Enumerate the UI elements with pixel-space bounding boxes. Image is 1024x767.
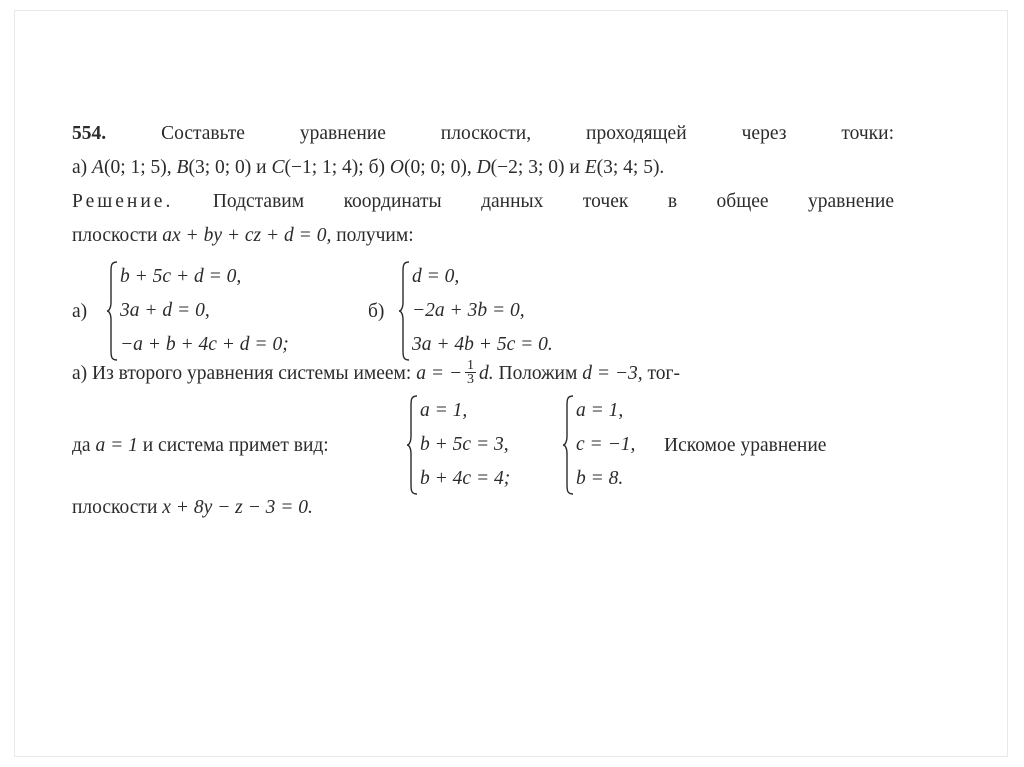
- system-a-equations: [120, 260, 289, 362]
- point-b-coords: (3; 0; 0) и: [188, 157, 267, 178]
- d-value: d = −3,: [582, 363, 643, 384]
- point-d: D: [476, 157, 491, 178]
- fraction-numerator: 1: [467, 358, 475, 374]
- point-e: E: [584, 157, 597, 178]
- d-variable: d.: [479, 363, 494, 384]
- system-c-equations: [420, 394, 510, 496]
- da-word: да: [72, 435, 91, 456]
- point-a-coords: (0; 1; 5),: [103, 157, 172, 178]
- point-c: C: [271, 157, 285, 178]
- part-a-label: а): [72, 157, 88, 178]
- system-b: [398, 260, 658, 362]
- system-b-eq-2: −2a + 3b = 0,: [412, 300, 525, 321]
- solution-line-1: [72, 186, 894, 218]
- plane-word: плоскости: [72, 225, 158, 246]
- final-equation: x + 8y − z − 3 = 0.: [162, 497, 313, 518]
- system-form-text: и система примет вид:: [142, 435, 329, 456]
- system-c-eq-2: b + 5c = 3,: [420, 434, 509, 455]
- problem-line-2: [72, 152, 664, 184]
- system-b-eq-3: 3a + 4b + 5c = 0.: [412, 334, 553, 355]
- brace-icon: [398, 260, 410, 362]
- fraction: [465, 359, 476, 386]
- part-a-line: [72, 358, 680, 390]
- system-c-eq-3: b + 4c = 4;: [420, 468, 511, 489]
- system-d-equations: [576, 394, 635, 496]
- point-o-coords: (0; 0; 0),: [404, 157, 472, 178]
- fraction-denominator: 3: [467, 372, 475, 388]
- brace-icon: [106, 260, 118, 362]
- final-plane-word: плоскости: [72, 497, 158, 518]
- system-d: [562, 394, 662, 496]
- a-value: a = 1: [95, 435, 138, 456]
- system-form-line: [72, 430, 329, 462]
- system-a-eq-3: −a + b + 4c + d = 0;: [120, 334, 289, 355]
- point-b: B: [176, 157, 189, 178]
- system-d-eq-1: a = 1,: [576, 400, 624, 421]
- solution-line-2: [72, 220, 414, 252]
- plane-general-equation: ax + by + cz + d = 0,: [162, 225, 332, 246]
- part-a-text: а) Из второго уравнения системы имеем:: [72, 363, 412, 384]
- problem-line-1: [72, 118, 894, 150]
- problem-text: Составьте уравнение плоскости, проходящей через точки:: [161, 123, 895, 144]
- result-label: Искомое уравнение: [664, 435, 827, 456]
- solution-text: Подставим координаты данных точек в общее уравнение: [212, 191, 895, 212]
- system-d-eq-3: b = 8.: [576, 468, 624, 489]
- point-o: O: [389, 157, 404, 178]
- final-line: [72, 492, 313, 524]
- system-b-equations: [412, 260, 553, 362]
- point-e-coords: (3; 4; 5).: [596, 157, 665, 178]
- hyphenated-word: тог-: [647, 363, 681, 384]
- system-c: [406, 394, 556, 496]
- point-a: A: [92, 157, 104, 178]
- brace-icon: [562, 394, 574, 496]
- system-b-eq-1: d = 0,: [412, 266, 460, 287]
- problem-number: 554.: [72, 123, 107, 144]
- set-word: Положим: [498, 363, 578, 384]
- part-b-label: б): [368, 157, 386, 178]
- brace-icon: [406, 394, 418, 496]
- point-d-coords: (−2; 3; 0) и: [490, 157, 580, 178]
- point-c-coords: (−1; 1; 4);: [284, 157, 364, 178]
- system-c-eq-1: a = 1,: [420, 400, 468, 421]
- system-a-eq-1: b + 5c + d = 0,: [120, 266, 242, 287]
- system-a-label: а): [72, 301, 88, 322]
- system-a: [106, 260, 366, 362]
- a-expression: a = −: [416, 363, 463, 384]
- system-a-eq-2: 3a + d = 0,: [120, 300, 210, 321]
- system-d-eq-2: c = −1,: [576, 434, 636, 455]
- solution-label: Решение.: [72, 191, 174, 212]
- system-b-label: б): [368, 301, 385, 322]
- obtain-word: получим:: [336, 225, 414, 246]
